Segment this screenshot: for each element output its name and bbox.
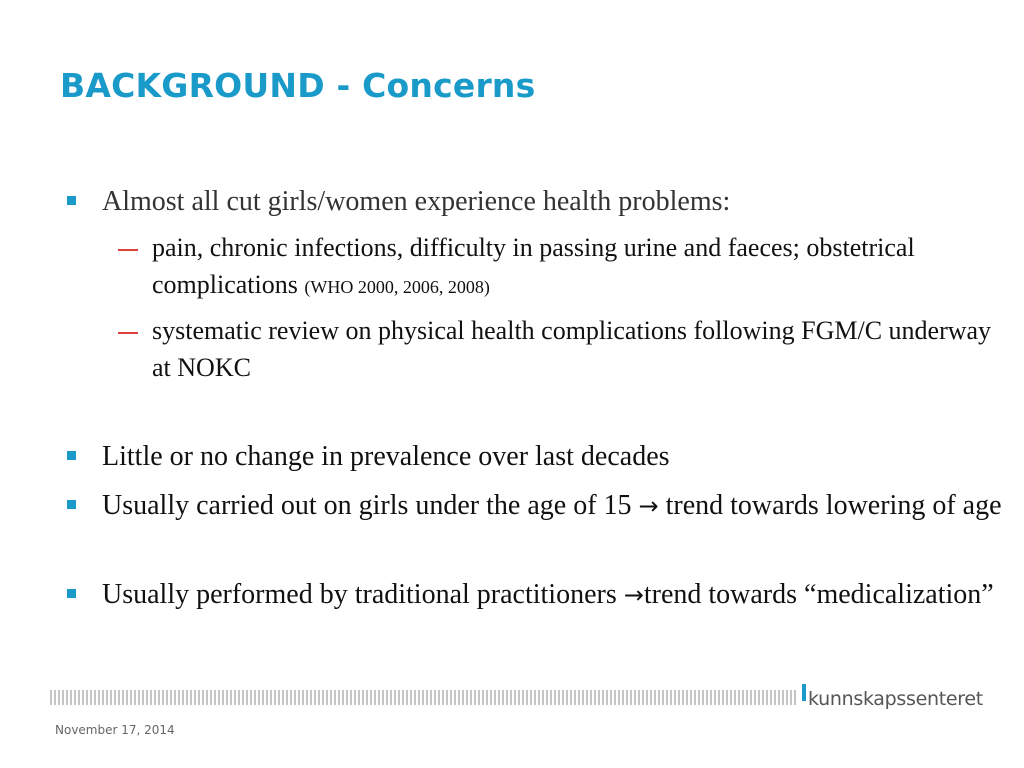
square-bullet-icon	[67, 451, 76, 460]
right-arrow-icon: →	[638, 492, 659, 520]
dash-bullet-icon	[118, 249, 138, 251]
dash-bullet-icon	[118, 332, 138, 334]
bullet-prevalence: Little or no change in prevalence over last decades	[102, 441, 670, 472]
subbullet-systematic-review: systematic review on physical health complications following FGM/C underway at NOKC	[152, 316, 992, 382]
square-bullet-icon	[67, 589, 76, 598]
logo-text: kunnskapssenteret	[808, 688, 983, 710]
bullet-age-text: Usually carried out on girls under the age of 15	[102, 490, 632, 521]
subbullet-complications	[152, 229, 1012, 306]
square-bullet-icon	[67, 500, 76, 509]
bullet-practitioners-text: Usually performed by traditional practitioners	[102, 579, 617, 610]
right-arrow-icon: →	[623, 581, 644, 609]
slide-title: BACKGROUND - Concerns	[60, 66, 536, 105]
subbullet-complications-text: pain, chronic infections, difficulty in passing urine and faeces; obstetrical complications	[152, 233, 915, 299]
footer-stripe-band	[50, 690, 796, 705]
bullet-health-problems: Almost all cut girls/women experience health problems:	[102, 186, 731, 217]
who-citation: (WHO 2000, 2006, 2008)	[304, 277, 490, 297]
bullet-age-trend: trend towards lowering of age	[665, 490, 1002, 521]
kunnskapssenteret-logo	[802, 680, 983, 710]
bullet-age	[102, 485, 1002, 527]
slide-date: November 17, 2014	[55, 723, 175, 737]
bullet-practitioners	[102, 574, 1002, 616]
bullet-practitioners-trend: trend towards “medicalization”	[643, 579, 994, 610]
square-bullet-icon	[67, 196, 76, 205]
logo-accent-bar	[802, 684, 806, 701]
